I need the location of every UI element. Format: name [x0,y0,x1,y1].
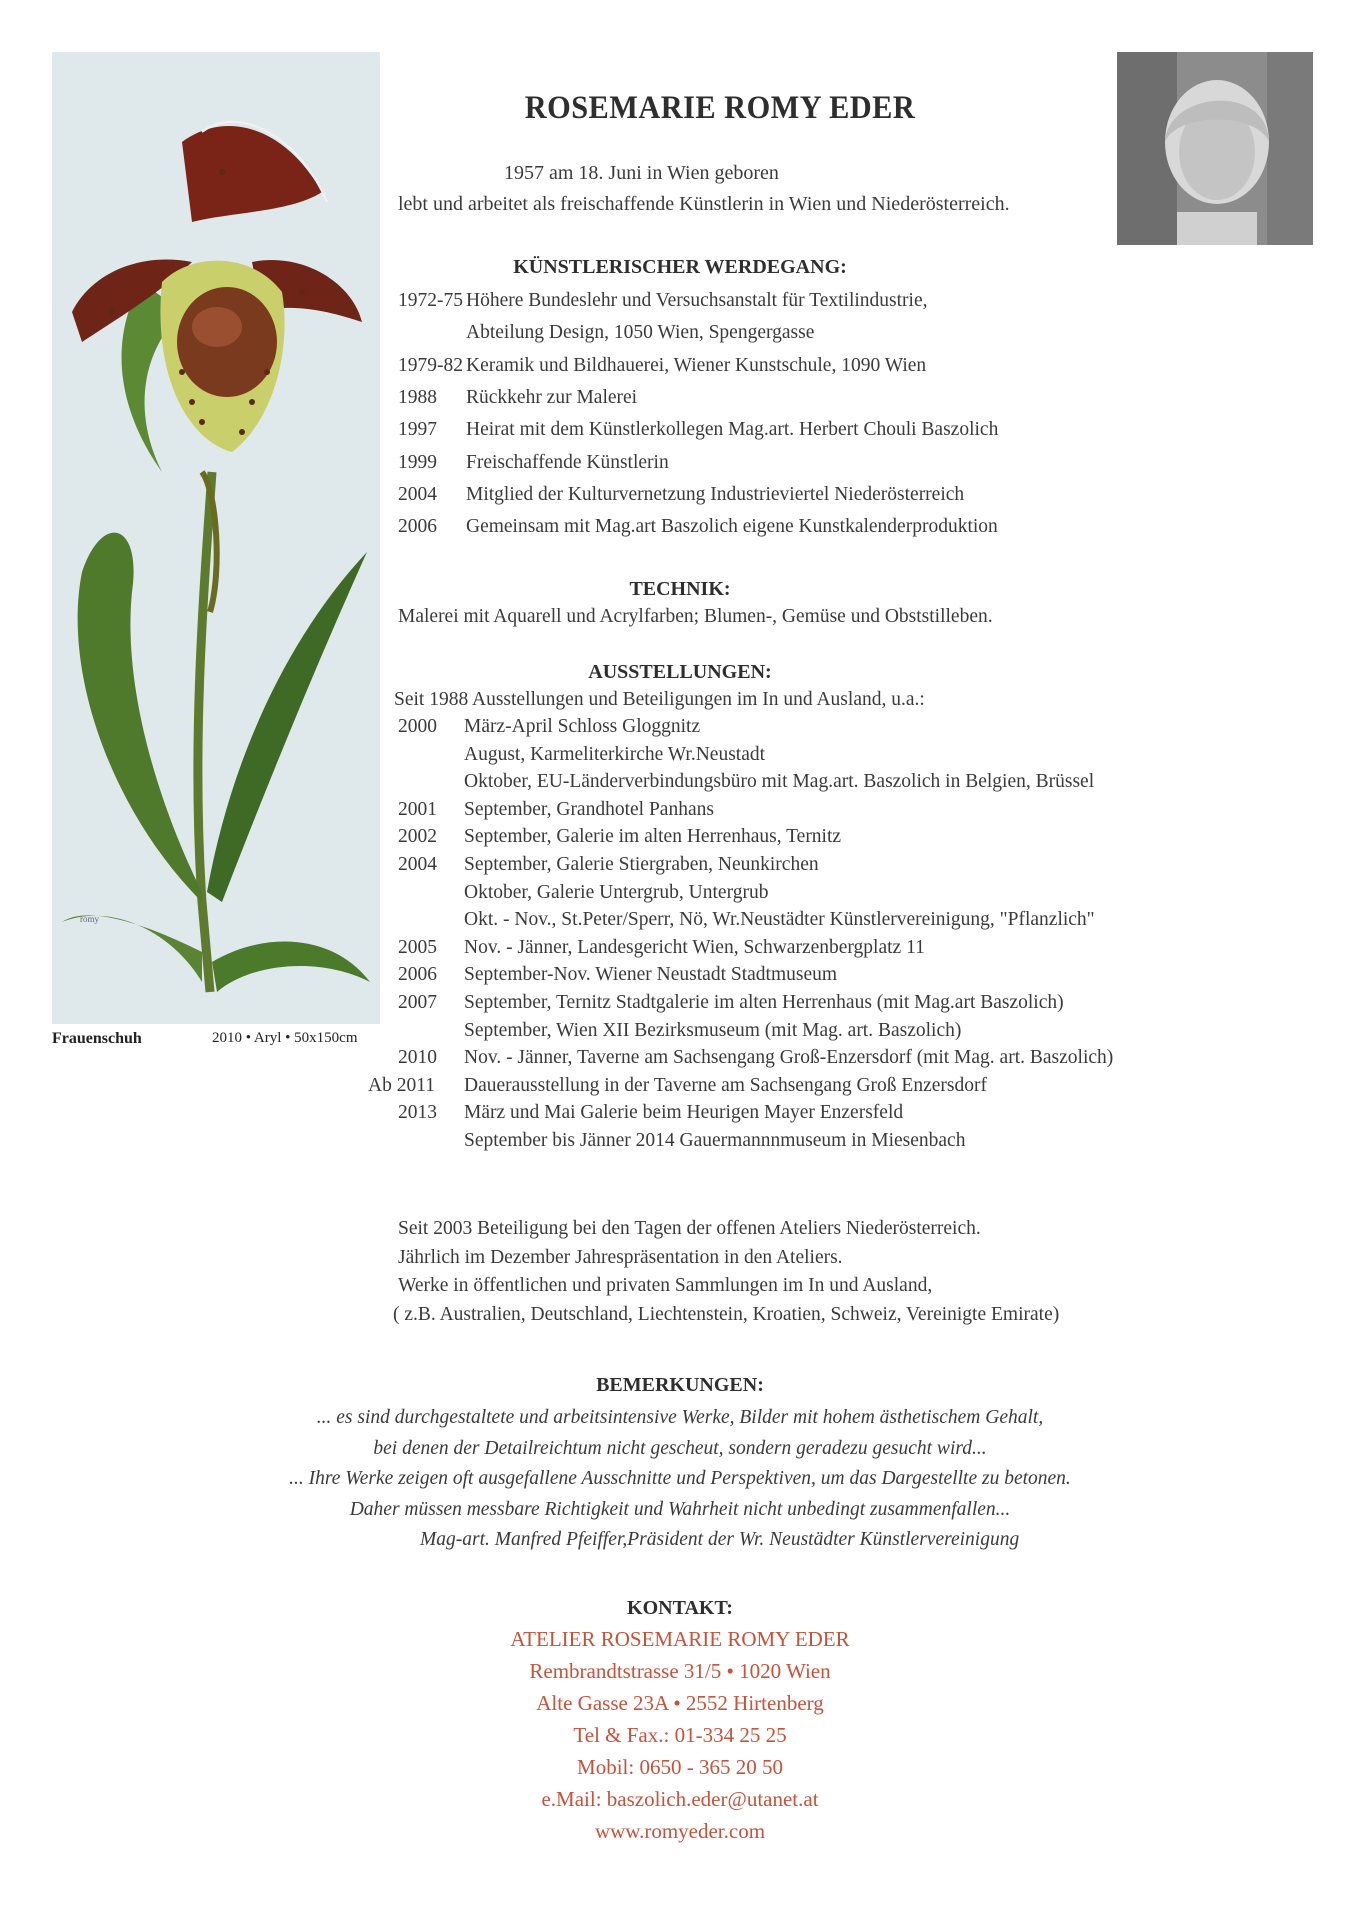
ausstellung-entry: Dauerausstellung in der Taverne am Sachsengang Groß Enzersdorf [464,1074,987,1096]
ausstellung-year: 2001 [398,798,437,820]
ausstellung-entry: September-Nov. Wiener Neustadt Stadtmuseum [464,964,838,986]
bemerkungen-line: ... es sind durchgestaltete und arbeitsintensive Werke, Bilder mit hohem ästhetischem Gehalt, [316,1407,1044,1428]
ausstellung-year: 2002 [398,826,437,848]
ausstellungen-heading: AUSSTELLUNGEN: [588,661,772,683]
ausstellung-year: Ab 2011 [368,1074,435,1096]
werdegang-entry: Abteilung Design, 1050 Wien, Spengergasse [466,322,815,344]
ausstellung-year: 2007 [398,992,437,1013]
painting-image [52,52,380,1024]
ausstellung-entry: März und Mai Galerie beim Heurigen Mayer Enzersfeld [464,1102,904,1124]
painting-title: Frauenschuh [52,1030,142,1047]
weitere-line: ( z.B. Australien, Deutschland, Liechtenstein, Kroatien, Schweiz, Vereinigte Emirate) [393,1303,1060,1325]
ausstellung-entry: Oktober, EU-Länderverbindungsbüro mit Mag.art. Baszolich in Belgien, Brüssel [464,771,1095,793]
ausstellung-year: 2006 [398,964,437,986]
weitere-line: Werke in öffentlichen und privaten Sammlungen im In und Ausland, [398,1275,933,1296]
ausstellung-entry: September, Galerie im alten Herrenhaus, Ternitz [464,826,842,848]
werdegang-entry: Mitglied der Kulturvernetzung Industrieviertel Niederösterreich [466,483,965,505]
werdegang-entry: Heirat mit dem Künstlerkollegen Mag.art. Herbert Chouli Baszolich [466,419,999,441]
kontakt-line: www.romyeder.com [594,1819,766,1843]
technik-text: Malerei mit Aquarell und Acrylfarben; Blumen-, Gemüse und Obststilleben. [398,606,993,627]
ausstellung-year: 2013 [398,1102,437,1124]
bemerkungen-line: ... Ihre Werke zeigen oft ausgefallene Ausschnitte und Perspektiven, um das Dargestellte zu betonen. [289,1468,1071,1489]
ausstellung-entry: Nov. - Jänner, Taverne am Sachsengang Groß-Enzersdorf (mit Mag. art. Baszolich) [464,1047,1114,1069]
werdegang-entry: Rückkehr zur Malerei [466,386,638,408]
werdegang-year: 1999 [398,451,437,473]
bemerkungen-author: Mag-art. Manfred Pfeiffer,Präsident der Wr. Neustädter Künstlervereinigung [420,1529,1020,1550]
ausstellung-year: 2005 [398,936,437,958]
intro-birth: 1957 am 18. Juni in Wien geboren [504,162,779,184]
bemerkungen-line: Daher müssen messbare Richtigkeit und Wahrheit nicht unbedingt zusammenfallen... [349,1498,1011,1520]
ausstellungen-intro: Seit 1988 Ausstellungen und Beteiligungen im In und Ausland, u.a.: [394,689,925,710]
kontakt-line: Tel & Fax.: 01-334 25 25 [573,1723,787,1747]
bemerkungen-heading: BEMERKUNGEN: [596,1374,764,1396]
ausstellung-year: 2010 [398,1047,437,1069]
page-title: ROSEMARIE ROMY EDER [524,90,916,126]
werdegang-year: 1988 [398,386,437,408]
werdegang-entry: Gemeinsam mit Mag.art Baszolich eigene Kunstkalenderproduktion [466,516,998,538]
kontakt-line: ATELIER ROSEMARIE ROMY EDER [510,1627,850,1651]
ausstellung-entry: August, Karmeliterkirche Wr.Neustadt [464,743,766,765]
ausstellung-entry: September, Wien XII Bezirksmuseum (mit Mag. art. Baszolich) [464,1019,962,1041]
werdegang-entry: Höhere Bundeslehr und Versuchsanstalt für Textilindustrie, [466,290,928,311]
ausstellung-entry: Nov. - Jänner, Landesgericht Wien, Schwarzenbergplatz 11 [464,936,925,958]
technik-heading: TECHNIK: [629,578,731,600]
bemerkungen-line: bei denen der Detailreichtum nicht gescheut, sondern geradezu gesucht wird... [373,1437,987,1459]
ausstellung-entry: September, Ternitz Stadtgalerie im alten Herrenhaus (mit Mag.art Baszolich) [464,992,1064,1013]
ausstellung-entry: März-April Schloss Gloggnitz [464,716,701,737]
kontakt-line: Alte Gasse 23A • 2552 Hirtenberg [536,1691,824,1715]
ausstellung-entry: Okt. - Nov., St.Peter/Sperr, Nö, Wr.Neustädter Künstlervereinigung, "Pflanzlich" [464,909,1095,931]
portrait-photo [1117,52,1313,245]
ausstellung-entry: September, Grandhotel Panhans [464,798,714,820]
kontakt-line: Rembrandtstrasse 31/5 • 1020 Wien [529,1659,831,1683]
werdegang-year: 2006 [398,516,437,538]
ausstellung-year: 2004 [398,854,437,875]
werdegang-year: 1972-75 [398,290,463,311]
ausstellung-entry: September, Galerie Stiergraben, Neunkirchen [464,854,819,875]
werdegang-entry: Freischaffende Künstlerin [466,451,669,473]
ausstellung-year: 2000 [398,716,437,737]
werdegang-year: 1997 [398,419,437,441]
painting-details: 2010 • Aryl • 50x150cm [212,1030,358,1046]
kontakt-heading: KONTAKT: [627,1597,733,1619]
kontakt-line: Mobil: 0650 - 365 20 50 [577,1755,783,1779]
kontakt-line: e.Mail: baszolich.eder@utanet.at [541,1787,819,1811]
werdegang-heading: KÜNSTLERISCHER WERDEGANG: [513,256,847,278]
werdegang-entry: Keramik und Bildhauerei, Wiener Kunstschule, 1090 Wien [466,354,927,376]
ausstellung-entry: September bis Jänner 2014 Gauermannnmuseum in Miesenbach [464,1130,966,1151]
weitere-line: Seit 2003 Beteiligung bei den Tagen der offenen Ateliers Niederösterreich. [398,1218,981,1239]
weitere-line: Jährlich im Dezember Jahrespräsentation in den Ateliers. [398,1246,843,1268]
intro-residence: lebt und arbeitet als freischaffende Künstlerin in Wien und Niederösterreich. [398,193,1010,215]
werdegang-year: 2004 [398,483,437,505]
ausstellung-entry: Oktober, Galerie Untergrub, Untergrub [464,881,769,903]
werdegang-year: 1979-82 [398,354,463,376]
svg-text:romy: romy [80,914,99,924]
